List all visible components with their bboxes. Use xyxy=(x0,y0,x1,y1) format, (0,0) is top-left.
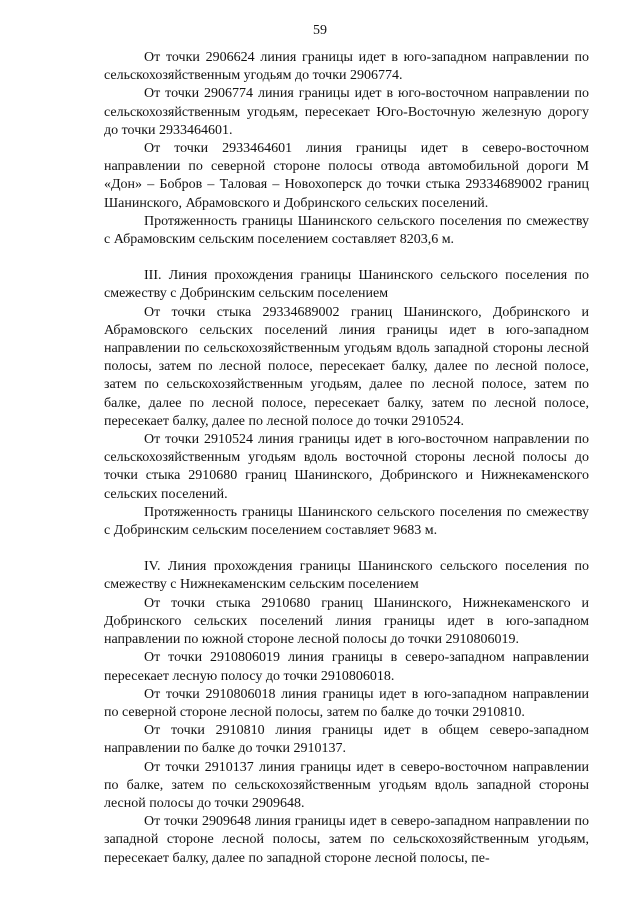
paragraph: От точки 2910810 линия границы идет в общем северо-западном направлении по балке до точки 2910137. xyxy=(104,723,589,757)
paragraph: Протяженность границы Шанинского сельского поселения по смежеству с Абрамовским сельским поселением составляет 8203,6 м. xyxy=(104,213,589,248)
paragraph: От точки 2910137 линия границы идет в северо-восточном направлении по балке, затем по сельскохозяйственным угодьям вдоль западной стороны лесной полосы до точки 2909648. xyxy=(104,759,589,811)
paragraph: От точки 2906774 линия границы идет в юго-восточном направлении по сельскохозяйственным угодьям, пересекает Юго-Восточную железную дорогу до точки 2933464601. xyxy=(104,86,589,138)
paragraph: От точки 2933464601 линия границы идет в северо-восточном направлении по северной стороне полосы отвода автомобильной дороги М «Дон» – Бобров – Таловая – Новохоперск до точки стыка 29334689002 границ Шанинского, Абрамовского и Добринского сельских поселений. xyxy=(104,141,589,211)
section-heading-iv: IV. Линия прохождения границы Шанинского сельского поселения по смежеству с Нижнекаменским сельским поселением xyxy=(104,559,589,593)
paragraph: От точки стыка 2910680 границ Шанинского, Нижнекаменского и Добринского сельских поселений линия границы идет в юго-западном направлении по южной стороне лесной полосы до точки 2910806019. xyxy=(104,595,589,648)
document-body xyxy=(104,49,589,868)
paragraph: Протяженность границы Шанинского сельского поселения по смежеству с Добринским сельским поселением составляет 9683 м. xyxy=(104,504,589,539)
paragraph: От точки 2910524 линия границы идет в юго-восточном направлении по сельскохозяйственным угодьям вдоль восточной стороны лесной полосы до точки стыка 2910680 границ Шанинского, Добринского и Нижнекаменского сельских поселений. xyxy=(104,432,589,502)
paragraph: От точки стыка 29334689002 границ Шанинского, Добринского и Абрамовского сельских поселений линия границы идет в юго-западном направлении по сельскохозяйственным угодьям вдоль западной стороны лесной полосы, затем по лесной полосе, пересекает балку, далее по лесной полосе, затем по сельскохозяйственным угодьям, далее по лесной полосе, затем по балке, далее по лесной полосе, пересекает балку, затем по лесной полосе, пересекает балку, далее по лесной полосе до точки 2910524. xyxy=(104,304,589,429)
section-heading-iii: III. Линия прохождения границы Шанинского сельского поселения по смежеству с Добринским сельским поселением xyxy=(104,268,589,302)
paragraph: От точки 2909648 линия границы идет в северо-западном направлении по западной стороне лесной полосы, затем по сельскохозяйственным угодьям, пересекает балку, далее по западной стороне лесной полосы, пе- xyxy=(104,814,589,866)
paragraph: От точки 2906624 линия границы идет в юго-западном направлении по сельскохозяйственным угодьям до точки 2906774. xyxy=(104,50,589,84)
paragraph: От точки 2910806018 линия границы идет в юго-западном направлении по северной стороне лесной полосы, затем по балке до точки 2910810. xyxy=(104,686,589,720)
page-number: 59 xyxy=(313,23,327,38)
paragraph: От точки 2910806019 линия границы в северо-западном направлении пересекает лесную полосу до точки 2910806018. xyxy=(104,650,589,684)
